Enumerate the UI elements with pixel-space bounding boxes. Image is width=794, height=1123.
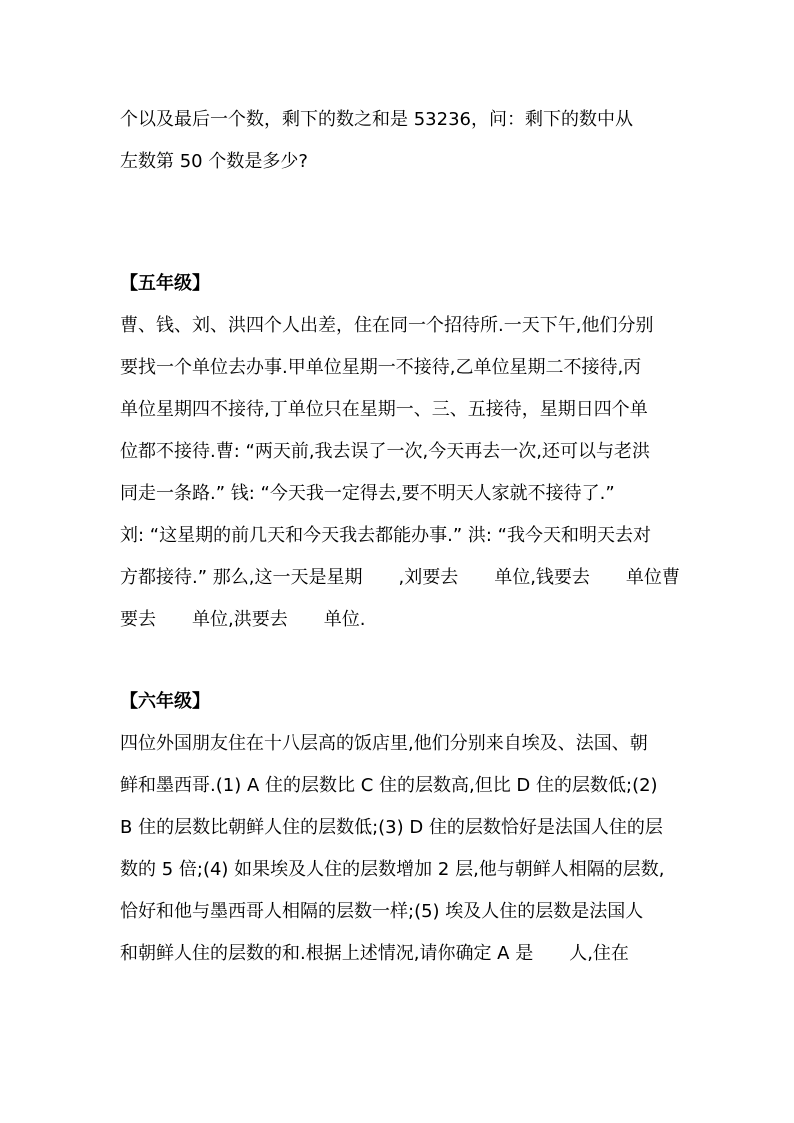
grade5-line-1: 曹、钱、刘、洪四个人出差，住在同一个招待所.一天下午,他们分别 [120, 315, 654, 336]
grade5-line-4: 位都不接待.曹: “两天前,我去误了一次,今天再去一次,还可以与老洪 [120, 441, 650, 462]
grade6-line-1: 四位外国朋友住在十八层高的饭店里,他们分别来自埃及、法国、朝 [120, 733, 648, 754]
grade5-line-8: 要去 单位,洪要去 单位. [120, 609, 366, 630]
grade6-line-6: 和朝鲜人住的层数的和.根据上述情况,请你确定 A 是 人,住在 [120, 943, 629, 964]
grade5-line-2: 要找一个单位去办事.甲单位星期一不接待,乙单位星期二不接待,丙 [120, 357, 642, 378]
grade6-line-4: 数的 5 倍;(4) 如果埃及人住的层数增加 2 层,他与朝鲜人相隔的层数, [120, 859, 665, 880]
grade6-line-3: B 住的层数比朝鲜人住的层数低;(3) D 住的层数恰好是法国人住的层 [120, 817, 663, 838]
grade6-line-5: 恰好和他与墨西哥人相隔的层数一样;(5) 埃及人住的层数是法国人 [120, 901, 644, 922]
grade5-heading: 【五年级】 [120, 273, 210, 294]
intro-line-1: 个以及最后一个数，剩下的数之和是 53236，问：剩下的数中从 [120, 109, 633, 130]
grade5-line-7: 方都接待.” 那么,这一天是星期 ,刘要去 单位,钱要去 单位曹 [120, 567, 680, 588]
grade5-line-5: 同走一条路.” 钱: “今天我一定得去,要不明天人家就不接待了.” [120, 483, 615, 504]
intro-line-2: 左数第 50 个数是多少? [120, 151, 308, 172]
grade5-line-3: 单位星期四不接待,丁单位只在星期一、三、五接待，星期日四个单 [120, 399, 648, 420]
grade6-line-2: 鲜和墨西哥.(1) A 住的层数比 C 住的层数高,但比 D 住的层数低;(2) [120, 775, 658, 796]
grade6-heading: 【六年级】 [120, 691, 210, 712]
grade5-line-6: 刘: “这星期的前几天和今天我去都能办事.” 洪: “我今天和明天去对 [120, 525, 651, 546]
